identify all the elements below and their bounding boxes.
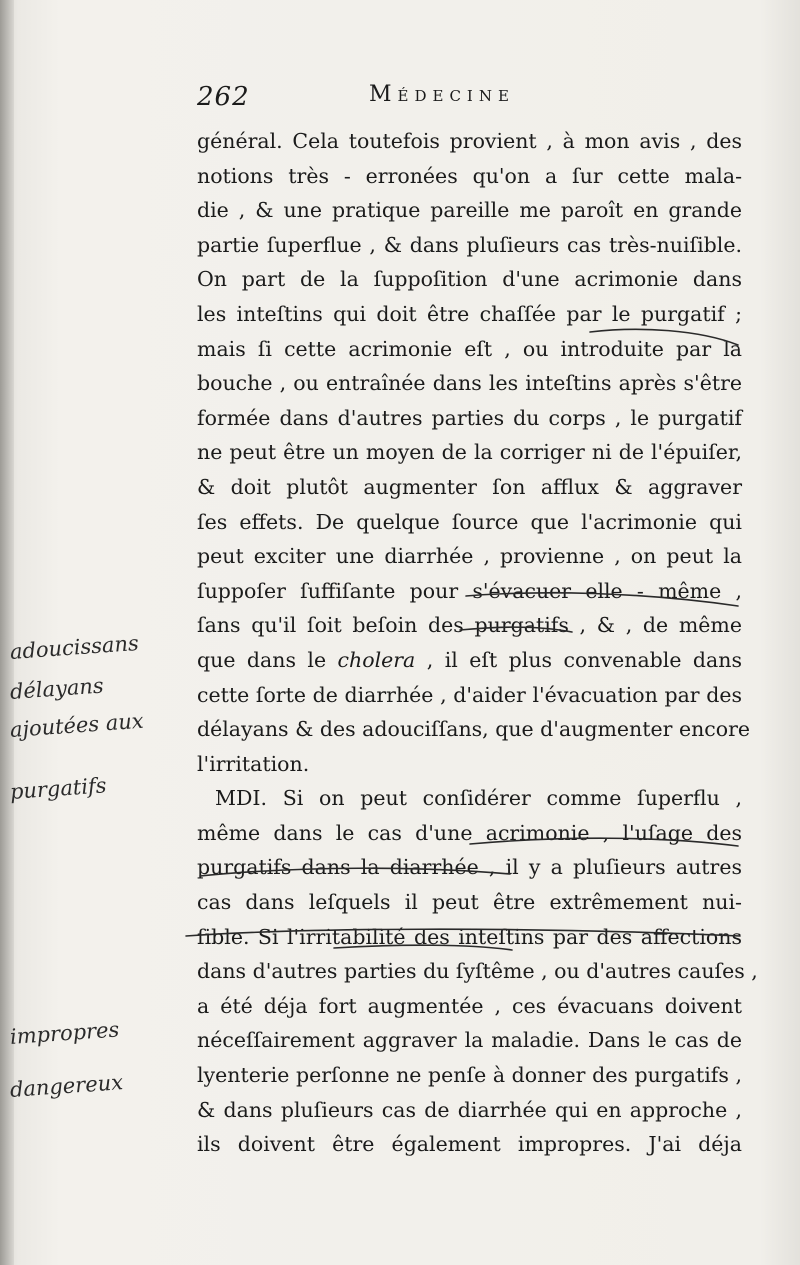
- underline-mark: [200, 868, 510, 876]
- margin-note: adoucissans: [9, 631, 140, 664]
- text-line: même dans le cas d'une acrimonie , l'uſage des: [197, 820, 742, 845]
- margin-note: ajoutées aux: [9, 708, 145, 742]
- text-line: a été déja fort augmentée , ces évacuans doivent: [197, 993, 742, 1018]
- underline-mark: [470, 838, 738, 846]
- underline-mark: [590, 329, 738, 345]
- underline-mark: [466, 593, 738, 606]
- text-line: ſuppoſer ſuffiſante pour s'évacuer elle - même ,: [197, 578, 742, 603]
- text-line: On part de la ſuppoſition d'une acrimonie dans: [197, 267, 742, 292]
- text-line: néceſſairement aggraver la maladie. Dans le cas de: [197, 1028, 742, 1053]
- text-line: & dans pluſieurs cas de diarrhée qui en approche ,: [197, 1097, 742, 1122]
- text-line: partie ſuperflue , & dans pluſieurs cas très-nuiſible.: [197, 232, 742, 257]
- text-line: cette ſorte de diarrhée , d'aider l'évacuation par des: [197, 682, 742, 707]
- page-title: Médecine: [369, 82, 515, 107]
- text-line: général. Cela toutefois provient , à mon avis , des: [197, 129, 742, 153]
- margin-notes: [10, 0, 180, 1265]
- text-line: ſans qu'il ſoit beſoin des purgatifs , & , de même: [197, 613, 742, 638]
- text-line: peut exciter une diarrhée , provienne , on peut la: [197, 544, 742, 569]
- text-line: formée dans d'autres parties du corps , le purgatif: [197, 405, 742, 430]
- text-line: délayans & des adouciſſans, que d'augmenter encore: [197, 717, 751, 742]
- text-line: die , & une pratique pareille me paroît en grande: [197, 198, 742, 223]
- page-number: 262: [197, 82, 250, 112]
- text-line: lyenterie perſonne ne penſe à donner des purgatifs ,: [197, 1063, 742, 1088]
- underline-mark: [186, 929, 740, 936]
- text-line: que dans le cholera , il eſt plus convenable dans: [197, 647, 742, 672]
- text-line: l'irritation.: [197, 751, 310, 776]
- text-line: & doit plutôt augmenter ſon afflux & aggraver: [197, 474, 742, 499]
- text-line: notions très - erronées qu'on a ſur cette mala-: [197, 163, 742, 188]
- text-line: dans d'autres parties du ſyſtême , ou d'autres cauſes ,: [197, 959, 758, 984]
- text-line: ſes effets. De quelque ſource que l'acrimonie qui: [197, 509, 742, 534]
- text-line: MDI. Si on peut conſidérer comme ſuperflu ,: [215, 786, 742, 811]
- margin-note: purgatifs: [9, 773, 108, 804]
- margin-note: impropres: [9, 1017, 121, 1049]
- text-line: ne peut être un moyen de la corriger ni de l'épuiſer,: [197, 440, 742, 465]
- text-line: purgatifs dans la diarrhée , il y a pluſieurs autres: [197, 855, 742, 880]
- margin-note: dangereux: [9, 1070, 124, 1102]
- text-line: ſible. Si l'irritabilité des inteſtins par des affections: [197, 924, 742, 949]
- underline-mark: [334, 945, 512, 950]
- text-line: les inteſtins qui doit être chaſſée par le purgatif ;: [197, 301, 742, 326]
- text-line: ils doivent être également impropres. J'ai déja: [197, 1132, 742, 1157]
- margin-note: délayans: [9, 673, 105, 704]
- text-line: bouche , ou entraînée dans les inteſtins après s'être: [197, 371, 742, 396]
- italic-term: cholera: [337, 647, 416, 672]
- text-line: cas dans leſquels il peut être extrêmement nui-: [197, 890, 742, 915]
- text-line: mais ſi cette acrimonie eſt , ou introduite par la: [197, 336, 742, 361]
- underline-mark: [460, 627, 572, 632]
